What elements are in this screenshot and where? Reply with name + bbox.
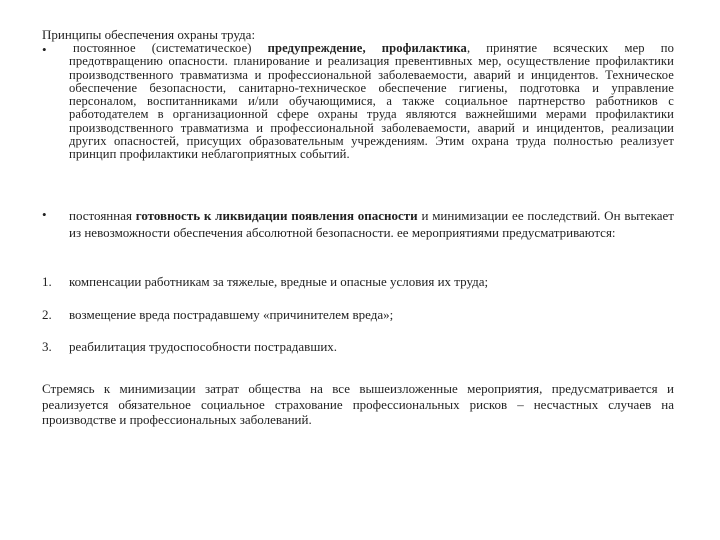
item-text: реабилитация трудоспособности пострадавших. (69, 339, 338, 354)
bullet-readiness-post: и минимизации ее последствий. Он вытекает из невозможности обеспечения абсолютной безопасности. ее мероприятиями предусматриваются: (69, 208, 674, 241)
bullet-readiness-bold: готовность к ликвидации появления опасности (135, 208, 418, 223)
bullet-readiness (42, 207, 674, 242)
closing-paragraph: Стремясь к минимизации затрат общества на все вышеизложенные мероприятия, предусматривается и реализуется обязательное социальное страхование профессиональных рисков – несчастных случаев на производстве и профессиональных заболеваний. (42, 381, 674, 427)
item-text: компенсации работникам за тяжелые, вредные и опасные условия их труда; (69, 274, 489, 289)
item-number: 2. (42, 307, 52, 322)
numbered-item (42, 307, 674, 322)
item-number: 3. (42, 339, 52, 354)
bullet-readiness-pre: постоянная (69, 208, 136, 223)
bullet-readiness-text (69, 207, 674, 242)
numbered-item (42, 339, 674, 354)
numbered-item (42, 274, 674, 289)
item-number: 1. (42, 274, 52, 289)
item-text: возмещение вреда пострадавшему «причинителем вреда»; (69, 307, 394, 322)
bullet-marker: • (42, 207, 47, 222)
bullet-marker: • (42, 42, 47, 57)
bullet-prevention-bold: предупреждение, профилактика (267, 41, 467, 55)
principles-heading: Принципы обеспечения охраны труда: (42, 27, 256, 42)
bullet-prevention (42, 42, 674, 162)
bullet-prevention-post: , принятие всяческих мер по предотвращению опасности. планирование и реализация превентивных мер, осуществление профилактики производственного травматизма и профессиональной заболеваемости, аварий и инцидентов. Техническое обеспечение безопасности, санитарно-техническое обеспечение гигиены, подготовка и управление персоналом, воспитанниками и/или обучающимися, а также социальное партнерство работников с работодателем в организационной сфере охраны труда являются важнейшими мерами профилактики производственного травматизма и профессиональной заболеваемости, аварий и инцидентов, реализации других опасностей, присущих образовательным учреждениям. Этим охрана труда полностью реализует принцип профилактики неблагоприятных событий. (69, 41, 674, 162)
bullet-prevention-text (69, 42, 674, 162)
bullet-prevention-pre: постоянное (систематическое) (73, 41, 268, 55)
